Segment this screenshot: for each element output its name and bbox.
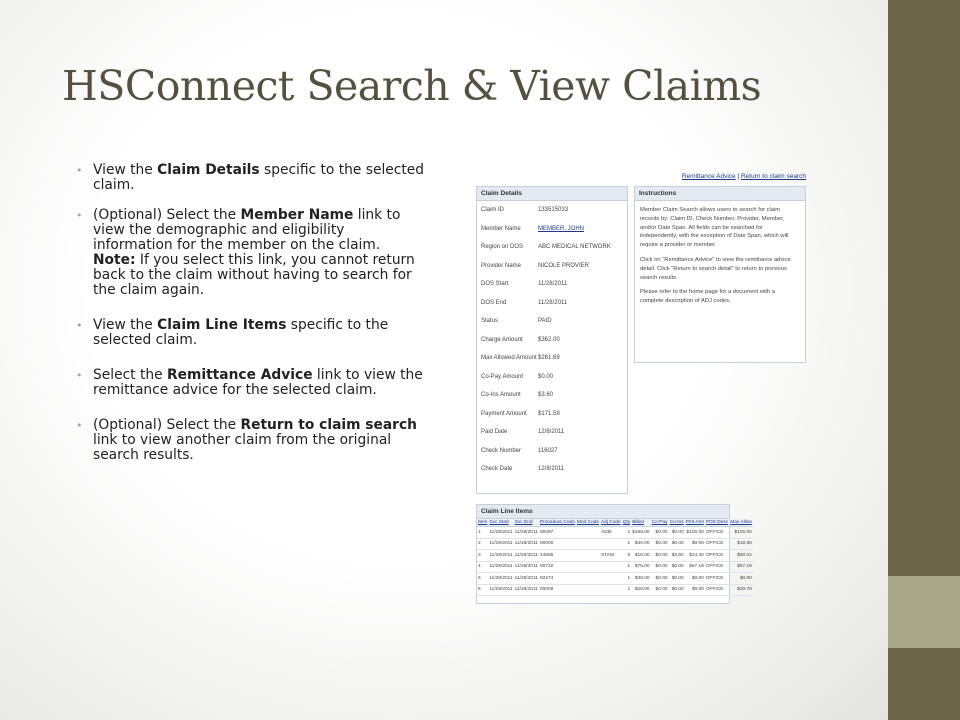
detail-label: Paid Date <box>481 429 508 435</box>
table-cell: 6 <box>477 584 488 596</box>
table-cell: OFFICE <box>705 527 729 539</box>
table-cell: $0.00 <box>651 561 669 573</box>
claim-line-items-title: Claim Line Items <box>477 505 729 519</box>
table-cell: 6 <box>622 550 631 562</box>
return-to-claim-search-link[interactable]: Return to claim search <box>740 173 806 180</box>
detail-row <box>477 349 627 368</box>
table-cell: $0.00 <box>651 538 669 550</box>
table-cell: 2 <box>477 538 488 550</box>
table-cell: $0.00 <box>729 573 753 585</box>
bullet-text: Select the <box>93 367 167 383</box>
column-header[interactable]: Svc End <box>514 519 539 527</box>
table-cell: $0.00 <box>669 527 685 539</box>
table-cell <box>576 550 600 562</box>
table-cell: STAM <box>600 550 622 562</box>
note-text: If you select this link, you cannot return back to the claim without having to search for the claim again. <box>93 252 415 298</box>
table-cell: $100.00 <box>729 527 753 539</box>
detail-value: $171.59 <box>538 410 560 417</box>
bullet-text: link to view the remittance advice for the selected claim. <box>93 367 423 398</box>
table-cell: 1 <box>622 561 631 573</box>
table-cell: 99397 <box>539 527 576 539</box>
column-header[interactable]: Mod Code <box>576 520 600 525</box>
detail-label: Provider Name <box>481 262 522 269</box>
detail-row <box>477 331 627 350</box>
table-cell: $57.19 <box>729 561 753 573</box>
table-cell <box>576 573 600 585</box>
table-cell <box>576 527 600 539</box>
detail-label: Claim ID <box>481 207 505 213</box>
table-cell: $0.00 <box>651 550 669 562</box>
table-cell: 11/28/2011 <box>488 561 513 573</box>
bullet-item <box>76 163 426 193</box>
detail-row <box>477 294 627 313</box>
detail-value: $261.69 <box>538 355 560 361</box>
bullet-dot-icon: • <box>76 164 83 177</box>
table-cell: 11/28/2011 <box>514 527 539 539</box>
table-cell <box>576 584 600 596</box>
sidebar-stripe <box>888 576 960 648</box>
bullet-text: specific to the selected claim. <box>93 317 389 348</box>
table-cell: 00009 <box>539 584 576 596</box>
instructions-panel <box>634 186 806 363</box>
column-header[interactable]: Procedure Code <box>539 520 575 525</box>
table-cell: $18.00 <box>631 550 650 562</box>
bullet-text: View the <box>93 162 158 178</box>
detail-label: Check Date <box>481 466 513 472</box>
column-header[interactable]: Item <box>478 520 488 525</box>
table-cell: $3.60 <box>669 550 685 562</box>
detail-value: PAID <box>538 318 552 324</box>
table-cell: 82274 <box>539 573 576 585</box>
instructions-paragraph: Click on "Remittance Advice" to view the remittance advice detail. Click "Return to search detail" to return to previous search results. <box>640 256 791 281</box>
bullet-text: View the <box>93 317 158 333</box>
table-cell: $165.00 <box>631 527 650 539</box>
bullet-bold: Return to claim search <box>240 417 417 433</box>
bullet-item <box>76 208 426 298</box>
remittance-advice-link[interactable]: Remittance Advice <box>681 173 736 180</box>
member-name-link[interactable]: MEMBER, JOHN <box>538 225 585 232</box>
link-separator: | <box>735 173 741 180</box>
bullet-dot-icon: • <box>76 209 83 222</box>
detail-value: NICOLE PROVIER <box>538 262 590 269</box>
column-header[interactable]: Billed <box>631 519 650 527</box>
table-cell: $14.40 <box>685 550 705 562</box>
detail-value: $0.00 <box>538 373 554 380</box>
table-cell: 1 <box>622 573 631 585</box>
table-row <box>477 573 753 585</box>
table-cell: 90000 <box>539 538 576 550</box>
bullet-bold: Claim Line Items <box>157 317 287 333</box>
table-cell <box>600 573 622 585</box>
slide-title: HSConnect Search & View Claims <box>62 62 762 110</box>
table-cell: $75.00 <box>631 561 650 573</box>
table-cell: 3 <box>477 550 488 562</box>
table-cell: $40.00 <box>631 538 650 550</box>
detail-value: 116027 <box>538 447 558 454</box>
table-cell: $20.78 <box>729 584 753 596</box>
detail-row <box>477 460 627 479</box>
table-cell <box>576 538 600 550</box>
table-cell: 1 <box>622 584 631 596</box>
table-cell: ADM <box>600 527 622 539</box>
detail-row <box>477 220 627 239</box>
table-cell: 5 <box>477 573 488 585</box>
detail-label: Max Allowed Amount <box>481 355 537 361</box>
claim-line-items-table <box>477 519 753 596</box>
claim-details-list <box>477 201 627 479</box>
column-header[interactable]: Qty <box>622 520 631 525</box>
table-cell <box>600 538 622 550</box>
table-cell <box>576 561 600 573</box>
table-cell: $57.19 <box>685 561 705 573</box>
detail-row <box>477 257 627 276</box>
table-cell: 11/28/2011 <box>488 550 513 562</box>
bullet-bold: Claim Details <box>157 162 260 178</box>
table-cell: $100.00 <box>685 527 705 539</box>
table-cell: $0.00 <box>685 538 705 550</box>
bullet-text: link to view another claim from the original search results. <box>93 432 392 463</box>
instructions-paragraph: Please refer to the home page for a document with a complete description of ADJ codes. <box>640 289 776 305</box>
table-cell: 1 <box>622 538 631 550</box>
table-cell: $18.86 <box>729 538 753 550</box>
table-cell: 11/28/2011 <box>514 573 539 585</box>
instructions-title: Instructions <box>635 187 805 201</box>
detail-value: ABC MEDICAL NETWORK <box>538 244 611 250</box>
table-cell: 11/28/2011 <box>488 538 513 550</box>
table-cell: 11/28/2011 <box>514 561 539 573</box>
detail-row <box>477 442 627 461</box>
claim-line-items-panel <box>476 504 752 604</box>
table-cell: 1 <box>622 527 631 539</box>
table-cell: 44556 <box>539 550 576 562</box>
detail-label: Status <box>481 318 499 324</box>
claim-details-panel <box>476 186 628 494</box>
detail-row <box>477 386 627 405</box>
bullet-bold: Member Name <box>240 207 354 223</box>
table-cell: $0.00 <box>669 538 685 550</box>
bullet-text: (Optional) Select the <box>93 417 241 433</box>
detail-value: 11/28/2011 <box>538 299 568 306</box>
detail-row <box>477 275 627 294</box>
table-cell: 11/28/2011 <box>514 584 539 596</box>
table-row <box>477 584 753 596</box>
table-cell: $38.00 <box>631 573 650 585</box>
column-header[interactable]: Co-Ins <box>669 520 684 525</box>
detail-label: Co-Pay Amount <box>481 373 524 380</box>
claim-screenshot <box>472 170 808 610</box>
table-cell: 11/28/2011 <box>488 584 513 596</box>
table-cell: 11/28/2011 <box>514 538 539 550</box>
column-header[interactable]: POS Desc <box>705 520 729 525</box>
table-cell <box>600 561 622 573</box>
table-cell: OFFICE <box>705 538 729 550</box>
table-row <box>477 550 753 562</box>
table-cell: 11/28/2011 <box>488 527 513 539</box>
bullet-item <box>76 368 426 398</box>
detail-value: 12/8/2011 <box>538 429 565 435</box>
bullet-dot-icon: • <box>76 419 83 432</box>
column-header[interactable]: Svc Start <box>488 519 513 527</box>
table-cell: $0.00 <box>685 584 705 596</box>
table-row <box>477 561 753 573</box>
table-cell: OFFICE <box>705 561 729 573</box>
detail-value: $362.00 <box>538 336 560 343</box>
detail-row <box>477 368 627 387</box>
detail-label: Check Number <box>481 447 522 454</box>
detail-row <box>477 201 627 220</box>
table-cell: OFFICE <box>705 573 729 585</box>
detail-label: Payment Amount <box>481 410 527 417</box>
column-header[interactable]: Co-Pay <box>651 520 668 525</box>
detail-value: 11/28/2011 <box>538 281 568 287</box>
column-header[interactable]: Pmt Amt <box>685 520 704 525</box>
table-cell: 4 <box>477 561 488 573</box>
detail-row <box>477 238 627 257</box>
bullet-text: specific to the selected claim. <box>93 162 425 193</box>
bullet-list <box>76 163 426 478</box>
table-cell: $60.04 <box>729 550 753 562</box>
table-cell: $0.00 <box>669 561 685 573</box>
detail-value: 12/8/2011 <box>538 466 565 472</box>
bullet-text: (Optional) Select the <box>93 207 241 223</box>
bullet-dot-icon: • <box>76 319 83 332</box>
instructions-paragraph: Member Claim Search allows users to search for claim records by: Claim ID, Check Number, Provider, Member, and/or Date Span. All fields can be searched for independently, with the exception of Date Span, which will require a provider or member. <box>640 207 789 249</box>
bullet-bold: Remittance Advice <box>166 367 313 383</box>
instructions-body <box>635 201 805 317</box>
table-cell: 11/28/2011 <box>488 573 513 585</box>
table-cell: OFFICE <box>705 550 729 562</box>
detail-value: $3.60 <box>538 392 554 398</box>
detail-row <box>477 405 627 424</box>
table-cell: $0.00 <box>669 584 685 596</box>
table-cell: OFFICE <box>705 584 729 596</box>
detail-label: Co-Ins Amount <box>481 392 521 398</box>
table-cell: $0.00 <box>651 584 669 596</box>
detail-label: Region on DOS <box>481 244 524 250</box>
decorative-sidebar <box>888 0 960 720</box>
detail-label: DOS Start <box>481 281 509 287</box>
table-body <box>477 527 753 596</box>
table-cell: 1 <box>477 527 488 539</box>
detail-row <box>477 312 627 331</box>
note-label: Note: <box>93 252 136 268</box>
bullet-dot-icon: • <box>76 369 83 382</box>
bullet-item <box>76 418 426 463</box>
bullet-text: link to view the demographic and eligibility information for the member on the claim. <box>93 207 401 253</box>
table-cell: 90732 <box>539 561 576 573</box>
detail-label: Member Name <box>481 225 521 232</box>
table-cell: $0.00 <box>651 573 669 585</box>
table-cell: $0.00 <box>651 527 669 539</box>
detail-label: Charge Amount <box>481 336 523 343</box>
table-header-row <box>477 519 753 527</box>
claim-details-title: Claim Details <box>477 187 627 201</box>
table-cell: $0.00 <box>685 573 705 585</box>
table-cell <box>600 584 622 596</box>
top-links <box>682 173 806 180</box>
table-cell: $0.00 <box>669 573 685 585</box>
table-row <box>477 538 753 550</box>
detail-row <box>477 423 627 442</box>
table-cell: $25.00 <box>631 584 650 596</box>
bullet-note <box>93 253 426 298</box>
column-header[interactable]: Adj Code <box>601 520 621 525</box>
bullet-item <box>76 318 426 348</box>
table-row <box>477 527 753 539</box>
detail-label: DOS End <box>481 299 507 306</box>
table-cell: 11/28/2011 <box>514 550 539 562</box>
detail-value: 133515033 <box>538 207 569 213</box>
column-header[interactable]: Max Allow <box>730 520 752 525</box>
